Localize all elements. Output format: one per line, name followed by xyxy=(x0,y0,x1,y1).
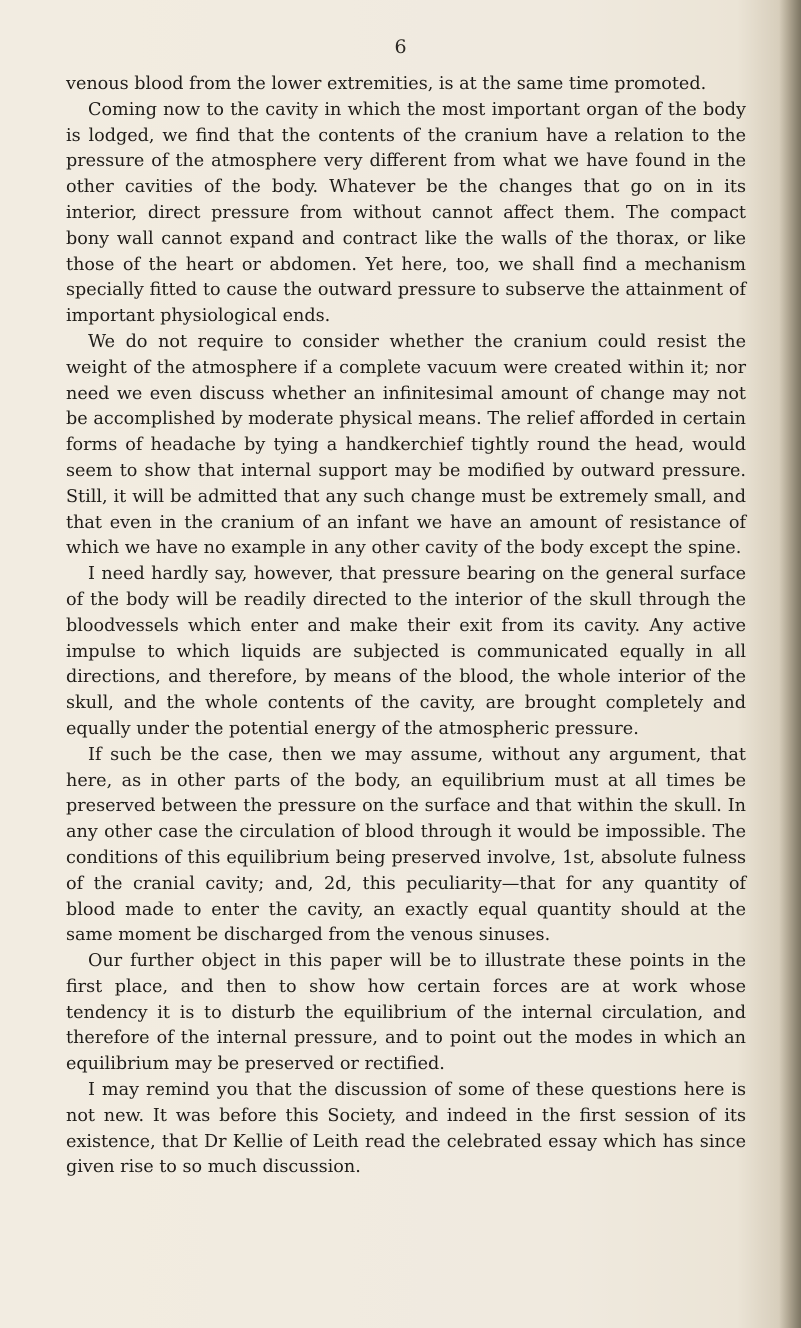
paragraph-7: I may remind you that the discussion of some of these questions here is not new. It was before this Society, and indeed in the first session of its existence, that Dr Kellie of Leith read the celebrated essay which has since given rise to so much discussion. xyxy=(66,1080,746,1178)
body-text xyxy=(66,72,746,1181)
page-edge-shadow xyxy=(779,0,801,1328)
paragraph-4: I need hardly say, however, that pressure bearing on the general surface of the body will be readily directed to the interior of the skull through the bloodvessels which enter and make their exit from its cavity. Any active impulse to which liquids are subjected is communicated equally in all directions, and therefore, by means of the blood, the whole interior of the skull, and the whole contents of the cavity, are brought completely and equally under the potential energy of the atmospheric pressure. xyxy=(66,564,746,739)
paragraph-2: Coming now to the cavity in which the most important organ of the body is lodged, we find that the contents of the cranium have a relation to the pressure of the atmosphere very different from what we have found in the other cavities of the body. Whatever be the changes that go on in its interior, direct pressure from without cannot affect them. The compact bony wall cannot expand and contract like the walls of the thorax, or like those of the heart or abdomen. Yet here, too, we shall find a mechanism specially fitted to cause the outward pressure to subserve the attainment of important physiological ends. xyxy=(66,99,746,327)
paragraph-5: If such be the case, then we may assume, without any argument, that here, as in other parts of the body, an equilibrium must at all times be preserved between the pressure on the surface and that within the skull. In any other case the circulation of blood through it would be impossible. The conditions of this equilibrium being preserved involve, 1st, absolute fulness of the cranial cavity; and, 2d, this peculiarity—that for any quantity of blood made to enter the cavity, an exactly equal quantity should at the same moment be discharged from the venous sinuses. xyxy=(66,744,746,946)
paragraph-3: We do not require to consider whether the cranium could resist the weight of the atmosphere if a complete vacuum were created within it; nor need we even discuss whether an infinitesimal amount of change may not be accomplished by moderate physical means. The relief afforded in certain forms of headache by tying a handkerchief tightly round the head, would seem to show that internal support may be modified by outward pressure. Still, it will be admitted that any such change must be extremely small, and that even in the cranium of an infant we have an amount of resistance of which we have no example in any other cavity of the body except the spine. xyxy=(66,331,746,559)
paragraph-6: Our further object in this paper will be to illustrate these points in the first place, and then to show how certain forces are at work whose tendency it is to disturb the equilibrium of the internal circulation, and therefore of the internal pressure, and to point out the modes in which an equilibrium may be preserved or rectified. xyxy=(66,951,746,1075)
page-number: 6 xyxy=(394,36,407,58)
paragraph-1: venous blood from the lower extremities, is at the same time promoted. xyxy=(66,74,707,94)
